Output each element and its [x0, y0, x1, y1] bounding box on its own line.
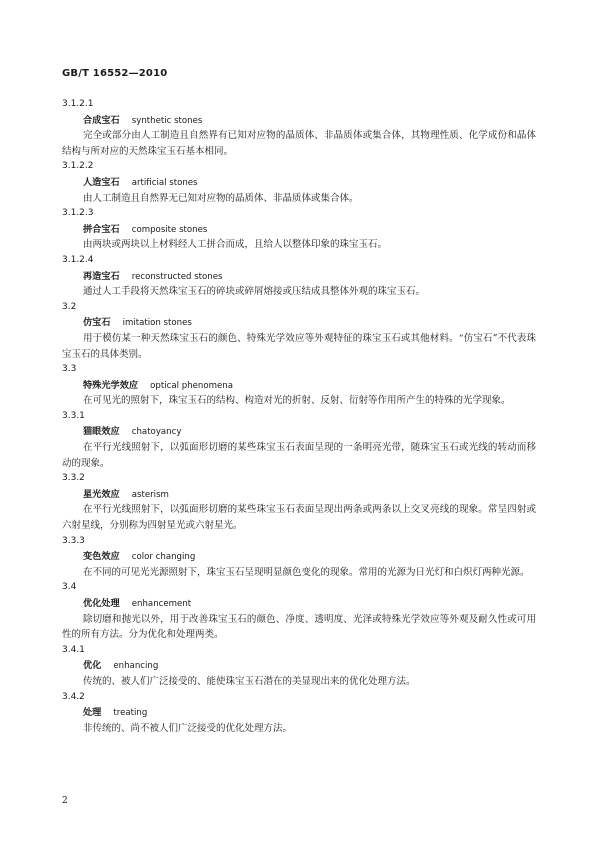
clause-number: 3.4 [62, 582, 77, 593]
term-entry [62, 690, 536, 737]
term-english: color changing [131, 552, 196, 563]
page-number: 2 [62, 796, 68, 806]
term-definition: 由人工制造且自然界无已知对应物的晶质体、非晶质体或集合体。 [83, 192, 359, 204]
term-english: optical phenomena [150, 380, 233, 391]
term-heading [62, 596, 536, 612]
term-english: enhancing [113, 661, 159, 672]
term-entry [62, 580, 536, 642]
term-definition: 由两块或两块以上材料经人工拼合而成，且给人以整体印象的珠宝玉石。 [83, 239, 388, 251]
term-heading [62, 269, 536, 285]
term-heading [62, 175, 536, 191]
term-heading [62, 487, 536, 503]
term-chinese: 人造宝石 [83, 176, 120, 188]
term-definition: 完全或部分由人工制造且自然界有已知对应物的晶质体、非晶质体或集合体，其物理性质、化学成份和晶体结构与所对应的天然珠宝玉石基本相同。 [62, 130, 536, 157]
term-chinese: 处理 [83, 707, 102, 719]
terms-section [62, 97, 536, 736]
term-chinese: 再造宝石 [83, 270, 120, 282]
term-entry [62, 159, 536, 206]
clause-number: 3.2 [62, 301, 77, 312]
term-chinese: 仿宝石 [83, 317, 111, 329]
term-english: imitation stones [122, 318, 192, 329]
term-english: synthetic stones [131, 115, 203, 126]
term-entry [62, 643, 536, 690]
clause-number: 3.1.2.4 [62, 254, 94, 265]
term-definition: 在可见光的照射下，珠宝玉石的结构、构造对光的折射、反射、衍射等作用所产生的特殊的光学现象。 [83, 395, 511, 407]
term-chinese: 猫眼效应 [83, 426, 120, 438]
term-definition: 除切磨和抛光以外，用于改善珠宝玉石的颜色、净度、透明度、光泽或特殊光学效应等外观及耐久性或可用性的所有方法。分为优化和处理两类。 [62, 613, 536, 641]
term-entry [62, 97, 536, 159]
term-heading [62, 549, 536, 565]
term-entry [62, 362, 536, 409]
term-definition: 通过人工手段将天然珠宝玉石的碎块或碎屑熔接或压结成具整体外观的珠宝玉石。 [83, 286, 426, 298]
term-definition: 在平行光线照射下，以弧面形切磨的某些珠宝玉石表面呈现出两条或两条以上交叉亮线的现象。常呈四射或六射星线，分别称为四射星光或六射星光。 [62, 504, 536, 532]
term-chinese: 合成宝石 [83, 114, 120, 126]
clause-number: 3.4.2 [62, 691, 85, 702]
term-entry [62, 534, 536, 581]
clause-number: 3.1.2.1 [62, 99, 94, 109]
term-definition: 在不同的可见光光源照射下，珠宝玉石呈现明显颜色变化的现象。常用的光源为日光灯和白炽灯两种光源。 [83, 566, 530, 578]
clause-number: 3.3.2 [62, 473, 85, 484]
term-chinese: 优化 [83, 660, 102, 672]
clause-number: 3.1.2.2 [62, 161, 94, 172]
term-english: asterism [131, 489, 169, 500]
term-heading [62, 315, 536, 331]
term-chinese: 星光效应 [83, 488, 120, 500]
term-chinese: 变色效应 [83, 551, 120, 563]
term-chinese: 拼合宝石 [83, 223, 120, 235]
term-heading [62, 113, 536, 129]
clause-number: 3.3.1 [62, 410, 85, 421]
term-english: composite stones [131, 224, 208, 235]
term-heading [62, 658, 536, 674]
term-english: treating [113, 708, 148, 719]
term-definition: 用于模仿某一种天然珠宝玉石的颜色、特殊光学效应等外观特征的珠宝玉石或其他材料。“仿宝石”不代表珠宝玉石的具体类别。 [62, 332, 536, 360]
term-entry [62, 471, 536, 533]
term-chinese: 优化处理 [83, 598, 120, 609]
term-entry [62, 300, 536, 362]
term-entry [62, 253, 536, 300]
term-heading [62, 378, 536, 394]
term-definition: 在平行光线照射下，以弧面形切磨的某些珠宝玉石表面呈现的一条明亮光带，随珠宝玉石或光线的转动而移动的现象。 [62, 442, 536, 469]
clause-number: 3.4.1 [62, 644, 85, 655]
clause-number: 3.1.2.3 [62, 208, 94, 219]
term-entry [62, 409, 536, 471]
term-heading [62, 222, 536, 238]
term-heading [62, 705, 536, 721]
term-english: chatoyancy [131, 427, 182, 438]
term-definition: 传统的、被人们广泛接受的、能使珠宝玉石潜在的美显现出来的优化处理方法。 [83, 675, 416, 687]
term-heading [62, 424, 536, 440]
term-entry [62, 206, 536, 253]
term-english: artificial stones [131, 177, 198, 188]
term-definition: 非传统的、尚不被人们广泛接受的优化处理方法。 [83, 722, 293, 734]
clause-number: 3.3.3 [62, 535, 85, 546]
term-english: enhancement [131, 599, 192, 609]
standard-code-header: GB/T 16552—2010 [62, 68, 168, 79]
clause-number: 3.3 [62, 364, 77, 375]
term-chinese: 特殊光学效应 [83, 379, 139, 391]
term-english: reconstructed stones [131, 271, 223, 282]
